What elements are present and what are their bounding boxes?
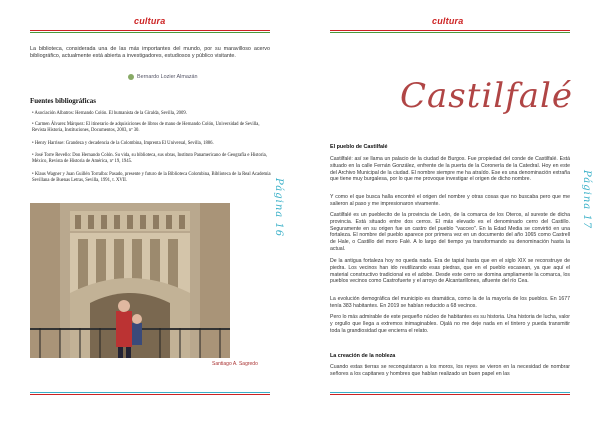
author-signature: [128, 74, 198, 80]
body-paragraph: Castilfalé es un pueblecito de la provincia de León, de la comarca de los Oteros, al sureste de dicha provincia. Está situado entre dos cerros. El más elevado es el denominado cerro del Castillo. Seguramente en su origen fue un castro del pueblo "vacceo". En la Edad Media se convirtió en una fortaleza. El nombre del pueblo aparece por primera vez en un documento del año 1065 como Castrell de Hale, o Castillo del moro Falé. A lo largo del tiempo ya transformando su denominación hasta la actual.: [330, 212, 570, 252]
author-name: Bernardo Lozier Almazán: [137, 74, 198, 80]
reference-item: • Asociación Albatros: Hernando Colón. El humanista de la Giralda, Sevilla, 2009.: [32, 111, 187, 116]
reference-item: • Carmen Álvarez Márquez: El itinerario de adquisiciones de libros de mano de Hernando Colón, Universidad de Sevilla, Revista Historia, Instituciones, Documentos, 2003, nº 30.: [32, 122, 260, 134]
reference-item: • José Torre Revello: Don Hernando Colón. Su vida, su biblioteca, sus obras, Instituto Panamericano de Geografía e Historia, México, Revista de Historia de América, nº 19, 1945.: [32, 153, 267, 165]
body-paragraph: Cuando estas tierras se reconquistaron a los moros, los reyes se vieron en la necesidad de nombrar señores a los capitanes y hombres que habían realizado un buen papel en las: [330, 364, 570, 377]
footer-rule-blue: [330, 392, 570, 393]
right-page: [300, 0, 600, 424]
header-rule-green: [30, 32, 270, 33]
photo-caption: Santiago A. Sagredo: [212, 361, 258, 367]
body-paragraph: Pero lo más admirable de este pequeño núcleo de habitantes es su historia. Una historia de lucha, valor y orgullo que llega a extremos inimaginables. Ojalá no me deje nada en el tintero y pueda transmitir toda la grandiosidad que encierra el relato.: [330, 314, 570, 334]
footer-rule-red: [330, 394, 570, 395]
author-badge-icon: [128, 74, 134, 80]
reference-item: • Klaus Wagner y Juan Guillén Torralba: Pasado, presente y futuro de la Biblioteca Colombina, Biblioteca de la Real Academia Sevillana de Buenas Letras, Sevilla, 1991, t. XVII.: [32, 172, 271, 184]
body-paragraph: Y como el que busca halla encontré el origen del nombre y otras cosas que no buscaba pero que me salieron al paso y me impresionaron vivamente.: [330, 194, 570, 207]
footer-rule-red: [30, 394, 270, 395]
church-portal-photo: [30, 203, 230, 358]
header-rule-green: [330, 32, 570, 33]
brand-logo: cultura: [134, 16, 166, 26]
section-heading: El pueblo de Castilfalé: [330, 144, 388, 150]
brand-logo: cultura: [432, 16, 464, 26]
church-portal-illustration: [30, 203, 230, 358]
page-number-label: Página 16: [273, 178, 284, 238]
body-paragraph: De la antigua fortaleza hoy no queda nada. Era de tapial hasta que en el siglo XIX se reconstruye de piedra. Los vecinos han ido reutilizando esas piedras, que en el pueblo escasean, ya que aquí el material constructivo tradicional es el adobe. Desde este cerro se domina ampliamente la comarca, los pueblos vecinos como Castrofuerte y el arroyo de Alcantarillones, afluente del río Cea.: [330, 258, 570, 285]
body-paragraph: La evolución demográfica del municipio es dramática, como la de la mayoría de los pueblos. En 1677 tenía 383 habitantes. En 2019 se habían reducido a 68 vecinos.: [330, 296, 570, 309]
header-rule-red: [30, 30, 270, 31]
section-heading: La creación de la nobleza: [330, 353, 396, 359]
references-heading: Fuentes bibliográficas: [30, 97, 96, 105]
body-paragraph: Castilfalé: así se llama un palacio de la ciudad de Burgos. Fue propiedad del conde de Castilfalé. Está situado en la calle Fernán González, enfrente de la puerta de la Coronería de la Catedral. Hoy en este del Archivo Municipal de la ciudad. El nombre siempre me ha atraído. Ese es una denominación extraña que tiene muy burgalesa, por lo que me provoque investigar el origen de dicho nombre.: [330, 156, 570, 183]
page-number-label: Página 17: [581, 170, 592, 230]
article-title: Castilfalé: [400, 76, 573, 116]
intro-paragraph: La biblioteca, considerada una de las más importantes del mundo, por su maravilloso acervo bibliográfico, actualmente está abierta a investigadores, estudiosos y público visitante.: [30, 46, 270, 59]
header-rule-red: [330, 30, 570, 31]
reference-item: • Henry Harrisse: Grandeza y decadencia de la Colombina, Imprenta El Universal, Sevilla, 1886.: [32, 141, 214, 146]
footer-rule-blue: [30, 392, 270, 393]
